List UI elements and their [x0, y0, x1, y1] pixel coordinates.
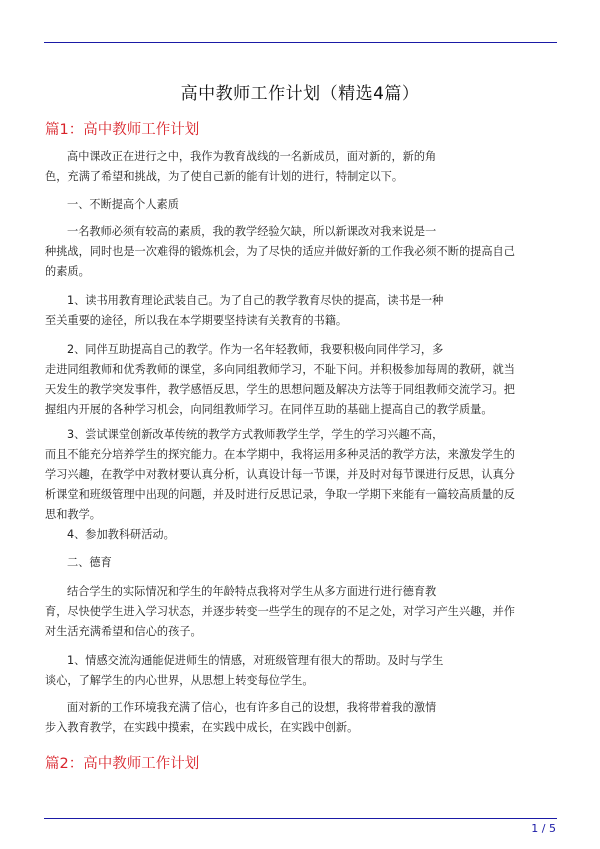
paragraph-peer-help — [45, 340, 557, 420]
section-heading-2: 篇2：高中教师工作计划 — [45, 756, 200, 772]
paragraph-quality — [45, 222, 557, 282]
paragraph-research — [45, 525, 557, 545]
text-line: 面对新的工作环境我充满了信心，也有许多自己的设想，我将带着我的激情 — [67, 701, 437, 714]
text-line: 至关重要的途径，所以我在本学期要坚持读有关教育的书籍。 — [45, 314, 348, 327]
text-line: 育，尽快使学生进入学习状态，并逐步转变一些学生的现存的不足之处，对学习产生兴趣，并作 — [45, 605, 515, 618]
paragraph-conclusion — [45, 698, 557, 738]
text-line: 色，充满了希望和挑战，为了使自己新的能有计划的进行，特制定以下。 — [45, 170, 404, 183]
text-line: 学习兴趣，在教学中对教材要认真分析，认真设计每一节课，并及时对每节课进行反思，认真分 — [45, 468, 515, 481]
text-line: 1、情感交流沟通能促进师生的情感，对班级管理有很大的帮助。及时与学生 — [67, 654, 444, 667]
paragraph-reading — [45, 291, 557, 331]
document-title: 高中教师工作计划（精选4篇） — [180, 84, 420, 104]
subheading-moral-education — [45, 553, 557, 573]
text-line: 走进同组教师和优秀教师的课堂，多向同组教师学习，不耻下问。并积极参加每周的教研，就当 — [45, 363, 515, 376]
text-line: 而且不能充分培养学生的探究能力。在本学期中，我将运用多种灵活的教学方法，来激发学生的 — [45, 448, 515, 461]
paragraph-emotion — [45, 651, 557, 691]
text-line: 4、参加教科研活动。 — [67, 528, 175, 541]
text-line: 2、同伴互助提高自己的教学。作为一名年轻教师，我要积极向同伴学习，多 — [67, 343, 444, 356]
paragraph-innovation — [45, 425, 557, 525]
text-line: 高中课改正在进行之中，我作为教育战线的一名新成员，面对新的，新的角 — [67, 150, 437, 163]
text-line: 析课堂和班级管理中出现的问题，并及时进行反思记录，争取一学期下来能有一篇较高质量的反 — [45, 488, 515, 501]
paragraph-moral — [45, 582, 557, 642]
text-line: 结合学生的实际情况和学生的年龄特点我将对学生从多方面进行进行德育教 — [67, 585, 437, 598]
paragraph-intro — [45, 147, 557, 187]
footer-rule — [44, 818, 557, 819]
text-line: 的素质。 — [45, 265, 90, 278]
text-line: 1、读书用教育理论武装自己。为了自己的教学教育尽快的提高，读书是一种 — [67, 294, 444, 307]
text-line: 一、不断提高个人素质 — [67, 198, 179, 211]
subheading-personal-quality — [45, 195, 557, 215]
text-line: 对生活充满希望和信心的孩子。 — [45, 625, 202, 638]
text-line: 二、德育 — [67, 556, 112, 569]
header-rule — [44, 42, 557, 43]
text-line: 思和教学。 — [45, 508, 101, 521]
text-line: 一名教师必须有较高的素质，我的教学经验欠缺，所以新课改对我来说是一 — [67, 225, 437, 238]
section-heading-1: 篇1：高中教师工作计划 — [45, 122, 200, 138]
page-number: 1 / 5 — [531, 822, 556, 835]
text-line: 握组内开展的各种学习机会，向同组教师学习。在同伴互助的基础上提高自己的教学质量。 — [45, 403, 493, 416]
text-line: 谈心，了解学生的内心世界，从思想上转变每位学生。 — [45, 674, 314, 687]
text-line: 步入教育教学，在实践中摸索，在实践中成长，在实践中创新。 — [45, 721, 359, 734]
text-line: 种挑战，同时也是一次难得的锻炼机会，为了尽快的适应并做好新的工作我必须不断的提高自己 — [45, 245, 515, 258]
text-line: 天发生的教学突发事件，教学感悟反思，学生的思想问题及解决方法等于同组教师交流学习。把 — [45, 383, 515, 396]
text-line: 3、尝试课堂创新改革传统的教学方式教师教学生学，学生的学习兴趣不高， — [67, 428, 444, 441]
